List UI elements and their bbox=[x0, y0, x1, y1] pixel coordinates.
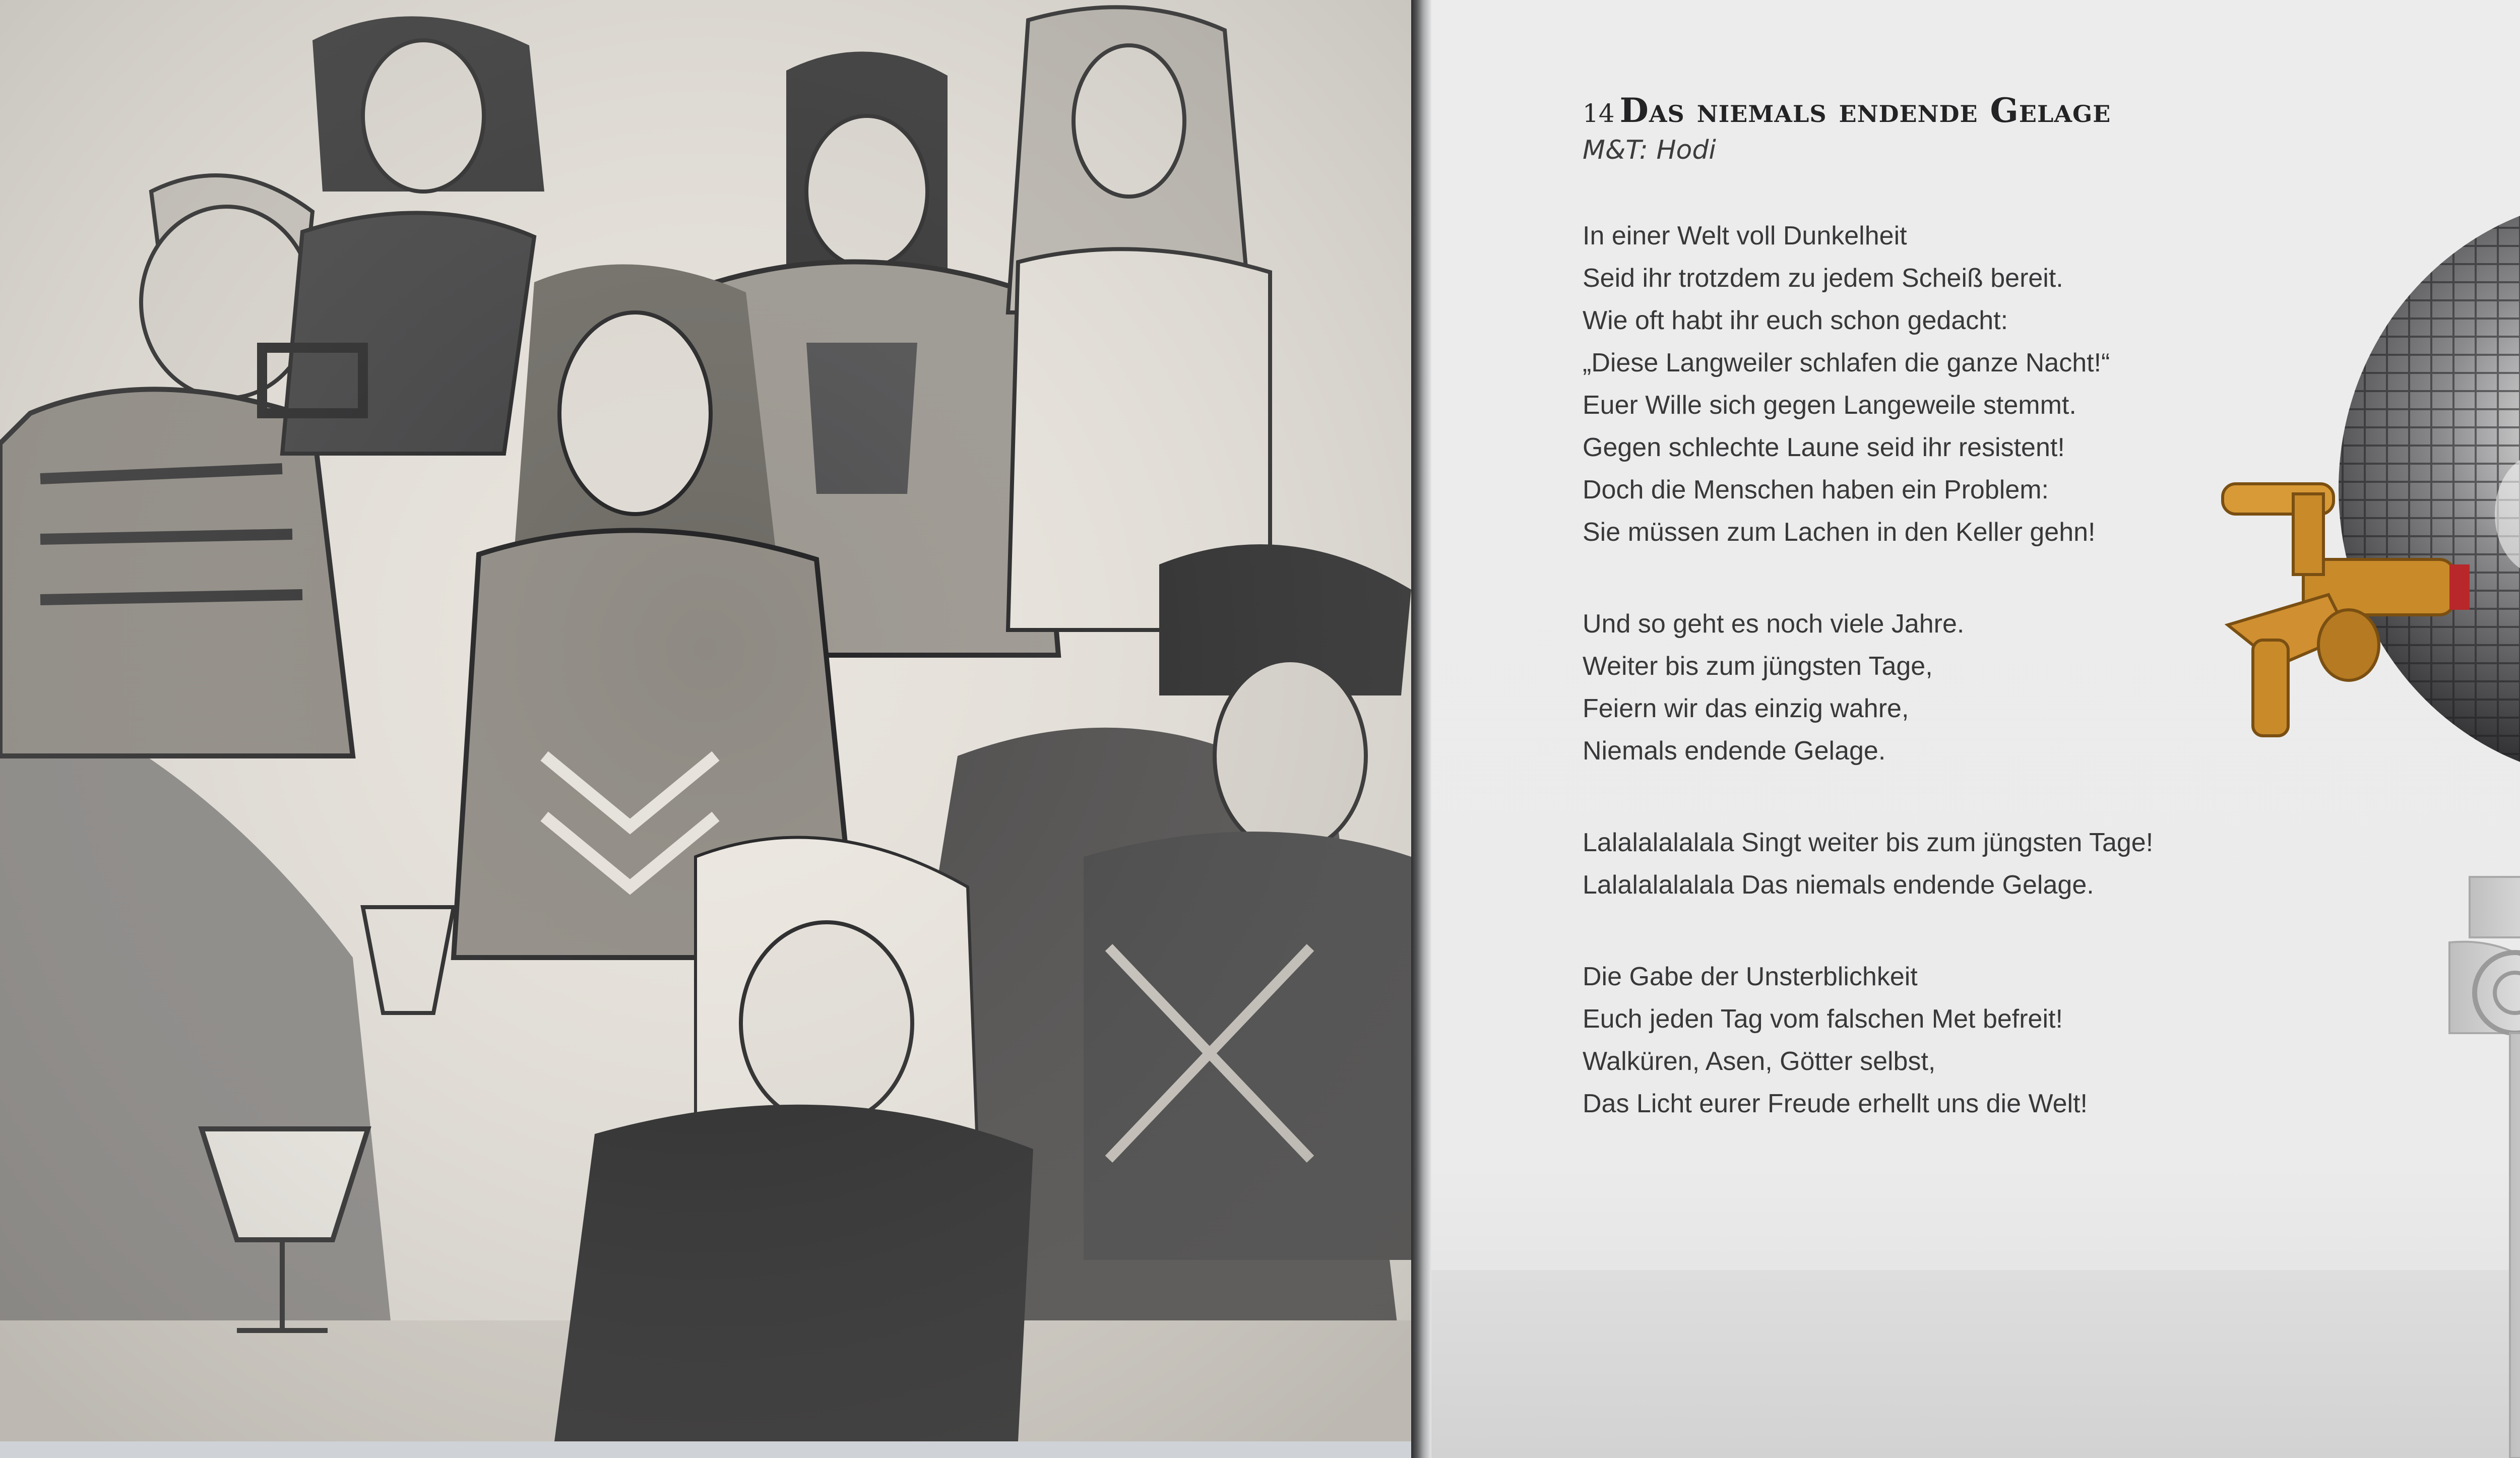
floor-band bbox=[1431, 1270, 2520, 1458]
song-credit: M&T: Hodi bbox=[1583, 135, 1716, 165]
stanza-4 bbox=[1583, 956, 2389, 1125]
lyric-line: Und so geht es noch viele Jahre. bbox=[1583, 609, 1965, 639]
lyric-line: Euch jeden Tag vom falschen Met befreit! bbox=[1583, 1004, 2063, 1034]
lyric-line: In einer Welt voll Dunkelheit bbox=[1583, 221, 1907, 250]
lyric-line: Lalalalalalala Das niemals endende Gelage. bbox=[1583, 870, 2094, 900]
lyric-line: Doch die Menschen haben ein Problem: bbox=[1583, 475, 2049, 504]
lyric-line: „Diese Langweiler schlafen die ganze Nacht!“ bbox=[1583, 348, 2110, 377]
lyrics-page bbox=[1431, 0, 2520, 1458]
lyric-line: Lalalalalalala Singt weiter bis zum jüngsten Tage! bbox=[1583, 828, 2154, 857]
song-title-row bbox=[1583, 91, 2389, 130]
lyric-line: Weiter bis zum jüngsten Tage, bbox=[1583, 652, 1933, 681]
column-pedestal-icon bbox=[2439, 867, 2520, 1458]
lyric-line: Gegen schlechte Laune seid ihr resistent! bbox=[1583, 433, 2065, 462]
lyric-line: Feiern wir das einzig wahre, bbox=[1583, 694, 1909, 723]
track-number: 14 bbox=[1583, 99, 1615, 128]
song-title: Das niemals endende Gelage bbox=[1619, 91, 2111, 130]
lyric-line: Seid ihr trotzdem zu jedem Scheiß bereit. bbox=[1583, 264, 2063, 293]
stanza-3 bbox=[1583, 821, 2389, 906]
lyric-line: Wie oft habt ihr euch schon gedacht: bbox=[1583, 306, 2008, 335]
lyric-line: Das Licht eurer Freude erhellt uns die Welt! bbox=[1583, 1089, 2088, 1118]
lyric-line: Euer Wille sich gegen Langeweile stemmt. bbox=[1583, 391, 2076, 420]
lyric-line: Sie müssen zum Lachen in den Keller gehn! bbox=[1583, 518, 2096, 547]
book-gutter bbox=[1411, 0, 1431, 1458]
lyric-line: Niemals endende Gelage. bbox=[1583, 736, 1886, 766]
lyric-line: Die Gabe der Unsterblichkeit bbox=[1583, 962, 1918, 991]
brass-tap-icon bbox=[2218, 474, 2500, 756]
lyric-line: Walküren, Asen, Götter selbst, bbox=[1583, 1047, 1936, 1076]
